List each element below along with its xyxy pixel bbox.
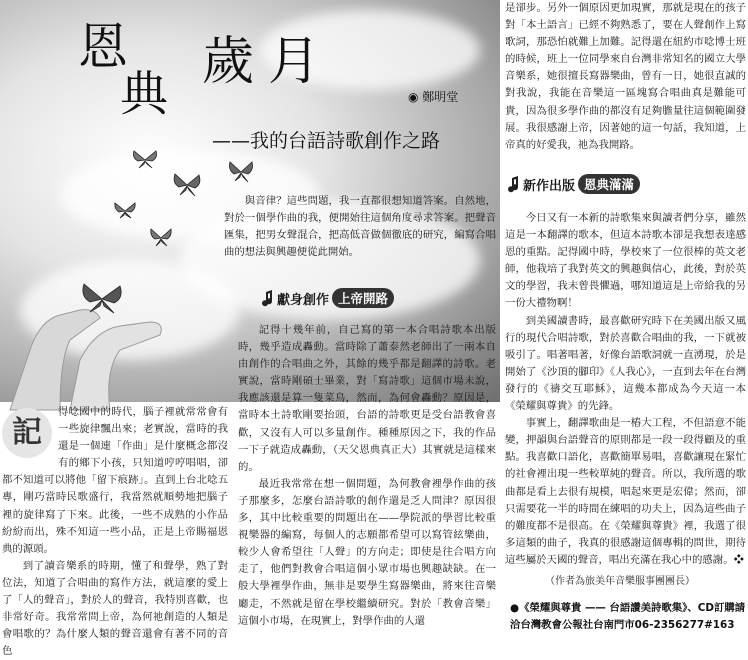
music-note-icon bbox=[508, 176, 520, 192]
column-right bbox=[505, 210, 746, 595]
title-char-4: 月 bbox=[268, 32, 321, 92]
paragraph: 與音律？這些問題，我一直都很想知道答案。自然地，對於一個學作曲的我，便開始往這個角度尋求答案。把聲音匯集，把男女聲混合，把高低音做個徹底的研究，編寫合唱曲的想法與興趣便從此開始。 bbox=[224, 195, 496, 259]
section-heading-2 bbox=[508, 174, 640, 194]
order-info bbox=[510, 600, 746, 634]
title-char-1: 恩 bbox=[78, 18, 128, 76]
section-title: 新作出版 bbox=[523, 178, 576, 194]
butterfly-icon bbox=[228, 160, 254, 184]
butterfly-icon bbox=[132, 150, 158, 170]
title-char-2: 典 bbox=[120, 66, 169, 122]
column-middle bbox=[238, 322, 496, 639]
column-left bbox=[2, 404, 228, 658]
author-credit: （作者為旅美年音樂服事團團長） bbox=[545, 576, 695, 587]
paragraph: 是卻步。另外一個原因更加現實，那就是現在的孩子對「本土語言」已經不夠熟悉了，要在人聲創作上寫歌詞，那恐怕就難上加難。記得還在紐約市唸博士班的時候，班上一位同學來自台灣非常知名的國立大學音樂系，她很擅長寫器樂曲，曾有一日，她很直誠的對我說，我能在音樂這一區塊寫合唱曲真是難能可貴，因為很多學作曲的都沒有足夠膽量往這個範圍發展。我很感謝上帝，因著她的這一句話，我知道，上帝真的好愛我，祂為我開路。 bbox=[505, 2, 746, 151]
music-note-icon bbox=[262, 290, 274, 306]
butterfly-icon bbox=[150, 228, 172, 248]
butterfly-icon bbox=[114, 202, 136, 220]
paragraph: 到了讀音樂系的時期，懂了和聲學，熟了對位法，知道了合唱曲的寫作方法，就這麼的愛上了「人的聲音」，對於人的聲音，我特別喜歡，也非常好奇。我常常問上帝，為何祂創造的人類是會唱歌的？為什麼人類的聲音還會有著不同的音色 bbox=[2, 559, 228, 658]
column-middle-top bbox=[224, 193, 496, 278]
order-info-line-2: 洽台灣教會公報社台南門市06-2356277#163 bbox=[510, 619, 735, 631]
paragraph: 得唸國中的時代，腦子裡就常常會有一些旋律飄出來；老實說，當時的我還是一個連「作曲」是什麼概念都沒有的鄉下小孩，只知道哼哼唱唱，卻都不知道可以將他「留下痕跡」。直到上台北唸五專，剛巧當時民歌盛行，我當然就順勢地把腦子裡的旋律寫了下來。此後，一些不成熟的小作品紛紛而出，殊不知這一些小品，正是上帝賜福恩典的源頭。 bbox=[2, 406, 228, 555]
author-byline: ◉ 鄭明堂 bbox=[408, 90, 459, 104]
title-char-3: 歲 bbox=[202, 32, 255, 92]
section-tag: 恩典滿滿 bbox=[578, 174, 640, 194]
paragraph: 事實上，翻譯歌曲是一樁大工程，不但語意不能變，押韻與台語聲音的原則都是一段一段得顧及的重點。我喜歡口語化，喜歡簡單易唱，喜歡讓現在緊忙的社會裡出現一些較單純的聲音。所以，我所選的歌曲都是看上去很有規模，唱起來更是宏偉；然而，卻只需要花一半的時間在練唱的功夫上，因為這些曲子的難度都不是很高。在《榮耀與尊貴》裡，我選了很多這類的曲子，我真的很感謝這個專輯的問世，期待這些屬於天國的聲音，唱出充滿在我心中的感謝。❖ bbox=[505, 417, 746, 566]
butterfly-icon bbox=[80, 282, 124, 316]
paragraph: 今日又有一本新的詩歌集來與讀者們分享，雖然這是一本翻譯的歌本，但這本詩歌本卻是我想表達感恩的重點。記得國中時，學校來了一位很棒的英文老師，他栽培了我對英文的興趣與信心，此後，對於英文的學習，我未曾畏懼過，哪知道這是上帝給我的另一份大禮物啊！ bbox=[505, 212, 746, 310]
butterfly-icon bbox=[172, 172, 202, 198]
order-info-line-1: ●《榮耀與尊貴 —— 台語讚美詩歌集》、CD訂購請 bbox=[510, 602, 746, 614]
section-tag: 上帝開路 bbox=[332, 288, 394, 308]
article-subtitle: ——我的台語詩歌創作之路 bbox=[212, 130, 441, 152]
drop-cap: 記 bbox=[2, 408, 52, 458]
hands-illustration bbox=[0, 230, 190, 410]
section-heading-1 bbox=[262, 288, 394, 308]
column-right-top bbox=[505, 0, 746, 166]
paragraph: 記得十幾年前，自己寫的第一本合唱詩歌本出版時，幾乎造成轟動。當時除了蕭泰然老師出了一兩本自由創作的合唱曲之外，其餘的幾乎都是翻譯的詩歌。老實說，當時剛碩士畢業，對「寫詩歌」這個市場未說，我應該還是算一隻菜鳥，然而，為何會轟動？原因是，當時本土詩歌剛要抬頭，台語的詩歌更是受台語教會喜歡，又沒有人可以多量創作。種種原因之下，我的作品一下子就造成轟動，（天父恩典真正大）其實就是這樣來的。 bbox=[238, 324, 496, 473]
section-title: 獻身創作 bbox=[277, 292, 330, 308]
paragraph: 到美國讀書時，最喜歡研究時下在美國出版又風行的現代合唱詩歌，對於喜歡合唱曲的我，一下就被吸引了。唱著唱著，好像台語歌詞就一直湧現，於是開始了《沙頂的腳印》《人我心》，一直到去年在台灣發行的《禱交互耶穌》，這幾本都成為今天這一本《榮耀與尊貴》的先鋒。 bbox=[505, 314, 746, 413]
paragraph: 最近我常常在想一個問題，為何教會裡學作曲的孩子那麼多，怎麼台語詩歌的創作還是乏人問津？原因很多，其中比較重要的問題出在——學院派的學習比較重視樂器的編寫，每個人的志願都希望可以寫管絃樂曲，較少人會希望往「人聲」的方向走；即使是往合唱方向走了，他們對教會合唱這個小眾市場也興趣缺缺。在一般大學裡學作曲，無非是要學生寫器樂曲，將來往音樂廳走，不然就是留在學校繼續研究。對於「教會音樂」這個小市場，在現實上，對學作曲的人還 bbox=[238, 477, 496, 627]
